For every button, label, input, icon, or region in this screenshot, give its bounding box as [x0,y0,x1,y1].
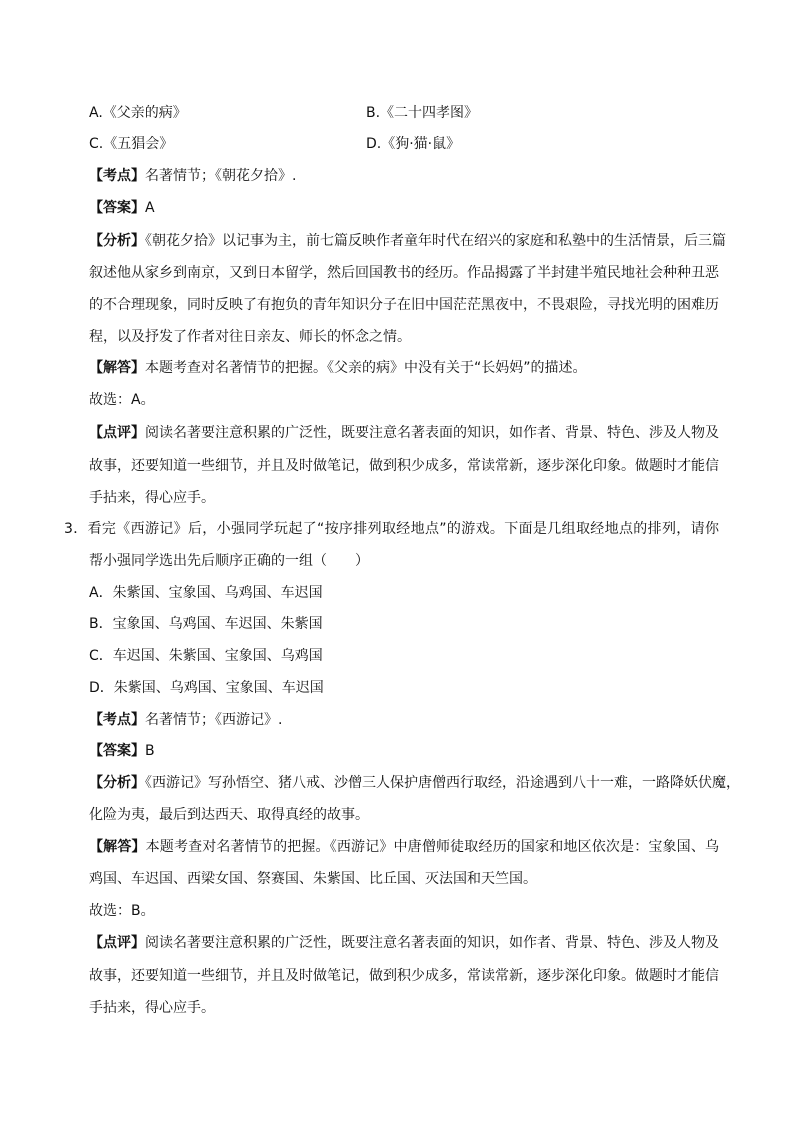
comment-tag: 【点评】 [89,425,145,441]
q3-analysis-text: 《西游记》写孙悟空、猪八戒、沙僧三人保护唐僧西行取经，沿途遇到八十一难，一路降妖伏魔， [145,775,740,791]
q3-comment-line-1 [89,933,719,953]
q3-comment-text: 阅读名著要注意积累的广泛性，既要注意名著表面的知识，如作者、背景、特色、涉及人物及 [145,935,719,951]
option-a: A.《父亲的病》 [89,105,187,121]
q3-answer-line [89,741,719,761]
q3-kaodian-text: 名著情节；《西游记》. [145,712,283,728]
analysis-line-1 [89,231,726,251]
kaodian-tag: 【考点】 [89,168,145,184]
solution-text: 本题考查对名著情节的把握。《父亲的病》中没有关于“长妈妈”的描述。 [145,360,587,376]
analysis-line-2: 叙述他从家乡到南京，又到日本留学，然后回国教书的经历。作品揭露了半封建半殖民地社会种种丑恶 [89,265,719,281]
option-d: D.《狗·猫·鼠》 [366,136,461,152]
q3-answer-tag: 【答案】 [89,743,145,759]
q3-option-b: B．宝象国、乌鸡国、车迟国、朱紫国 [89,616,323,632]
choice-result: 故选：A。 [89,392,155,408]
comment-line-3: 手拈来，得心应手。 [89,490,215,506]
q3-analysis-line-2: 化险为夷，最后到达西天、取得真经的故事。 [89,807,369,823]
q3-option-c: C．车迟国、朱紫国、宝象国、乌鸡国 [89,648,323,664]
option-c: C.《五猖会》 [89,136,174,152]
q3-kaodian-tag: 【考点】 [89,712,145,728]
comment-line-2: 故事，还要知道一些细节，并且及时做笔记，做到积少成多，常读常新，逐步深化印象。做题时才能信 [89,458,719,474]
solution-line [89,358,719,378]
analysis-line-4: 程，以及抒发了作者对往日亲友、师长的怀念之情。 [89,329,411,345]
q3-option-d: D．朱紫国、乌鸡国、宝象国、车迟国 [89,680,324,696]
q3-comment-line-2: 故事，还要知道一些细节，并且及时做笔记，做到积少成多，常读常新，逐步深化印象。做题时才能信 [89,968,719,984]
q3-solution-line-1 [89,837,719,857]
q3-solution-tag: 【解答】 [89,839,146,855]
analysis-tag: 【分析】 [89,233,145,249]
q3-option-a: A．朱紫国、宝象国、乌鸡国、车迟国 [89,585,323,601]
q3-choice-result: 故选：B。 [89,903,155,919]
q3-solution-text: 本题考查对名著情节的把握。《西游记》中唐僧师徒取经历的国家和地区依次是：宝象国、乌 [145,839,720,855]
comment-line-1 [89,423,719,443]
analysis-line-3: 的不合理现象，同时反映了有抱负的青年知识分子在旧中国茫茫黑夜中，不畏艰险，寻找光明的困难历 [89,297,719,313]
question-3-stem-2: 帮小强同学选出先后顺序正确的一组（ ） [89,553,369,569]
kaodian-line [89,166,719,186]
question-3-stem-1: 3．看完《西游记》后，小强同学玩起了“按序排列取经地点”的游戏。下面是几组取经地点的排列，请你 [64,521,719,537]
q3-kaodian-line [89,710,719,730]
q3-comment-tag: 【点评】 [89,935,145,951]
analysis-text: 《朝花夕拾》以记事为主，前七篇反映作者童年时代在绍兴的家庭和私塾中的生活情景，后三篇 [145,233,726,249]
answer-tag: 【答案】 [89,200,145,216]
answer-text: A [145,200,155,216]
solution-tag: 【解答】 [89,360,145,376]
q3-analysis-tag: 【分析】 [89,775,145,791]
q3-solution-line-2: 鸡国、车迟国、西梁女国、祭赛国、朱紫国、比丘国、灭法国和天竺国。 [89,871,537,887]
q3-comment-line-3: 手拈来，得心应手。 [89,1000,215,1016]
q3-analysis-line-1 [89,773,740,793]
answer-line [89,198,719,218]
option-b: B.《二十四孝图》 [366,105,479,121]
kaodian-text: 名著情节；《朝花夕拾》. [145,168,297,184]
comment-text: 阅读名著要注意积累的广泛性，既要注意名著表面的知识，如作者、背景、特色、涉及人物及 [145,425,719,441]
q3-answer-text: B [145,743,155,759]
